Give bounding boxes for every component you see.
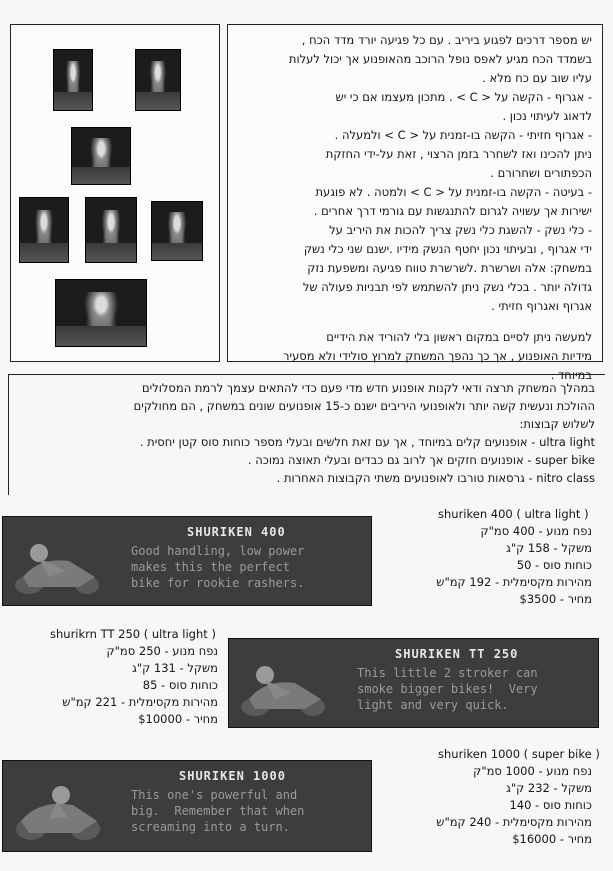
class-ultra-light: ultra light - אופנועים קלים במיוחד , אך עם זאת חלשים ובעלי מספר כוחות סוס קטן יחסית . <box>139 435 595 449</box>
weapon-screenshot-2 <box>85 197 137 263</box>
spec-weight: משקל - 131 ק"ג <box>132 661 218 675</box>
spec-displacement: נפח מנוע - 1000 סמ"ק <box>473 764 592 778</box>
kick-paragraph: - בעיטה - הקשה בו-זמנית על < C > ולמטה . לא פוגעת ישירות אך עשויה לגרום להתנגשות עם גורמי דרך אחרים . <box>313 185 592 218</box>
spec-top-speed: מהירות מקסימלית - 192 קמ"ש <box>436 575 592 589</box>
punch-paragraph: - אגרוף - הקשה על < C > . מתכון מעצמו אם כי יש לדאוג לעיתוי נכון . <box>335 90 592 123</box>
classes-line-1: במהלך המשחק תרצה ודאי לקנות אופנוע חדש מדי פעם כדי להתאים עצמך לרמת המסלולים <box>142 381 595 395</box>
banner-title: SHURIKEN 1000 <box>179 769 286 783</box>
spec-price: מחיר - $16000 <box>512 832 592 846</box>
punch-screenshot-1 <box>53 49 93 111</box>
motorcycle-rider-icon <box>235 659 331 719</box>
screenshots-panel <box>10 24 220 362</box>
weapon-screenshot-1 <box>19 197 69 263</box>
spec-top-speed: מהירות מקסימלית - 240 קמ"ש <box>436 815 592 829</box>
motorcycle-rider-icon <box>9 783 105 843</box>
fighting-instructions <box>227 24 603 382</box>
spec-weight: משקל - 232 ק"ג <box>506 781 592 795</box>
bike-heading: shuriken 400 ( ultra light ) <box>438 507 589 521</box>
spec-displacement: נפח מנוע - 400 סמ"ק <box>480 524 592 538</box>
bike-heading: shurikrn TT 250 ( ultra light ) <box>50 627 216 641</box>
shuriken-1000-banner <box>2 760 372 852</box>
weapons-paragraph: - כלי נשק - להשגת כלי נשק צריך להכות את היריב על ידי אגרוף , ובעיתוי נכון יחטף הנשק מידיו .ישנם שני כלי נשק במשחק: אלה ושרשרת .לשרשרת טווח פגיעה ומשפעת נזק גדולה יותר . בכלי נשק ניתן להשתמש לפי תבניות פעולה של אגרוף ואגרוף חזיתי . <box>302 223 592 313</box>
frontal-punch-paragraph: - אגרוף חזיתי - הקשה בו-זמנית על < C > ולמעלה . ניתן להכינו ואז לשחרר בזמן הרצוי , זאת על-ידי החזקת הכפתורים ושחרורם . <box>325 128 592 180</box>
banner-description: Good handling, low power makes this the perfect bike for rookie rashers. <box>131 544 305 590</box>
banner-description: This one's powerful and big. Remember that when screaming into a turn. <box>131 788 305 834</box>
shuriken-tt250-specs <box>18 626 218 728</box>
motorcycle-rider-icon <box>9 537 105 597</box>
bike-heading: shuriken 1000 ( super bike ) <box>438 747 600 761</box>
kick-screenshot <box>71 127 131 185</box>
spec-price: מחיר - $3500 <box>519 592 592 606</box>
shuriken-400-specs <box>392 506 592 608</box>
race-screenshot <box>55 279 147 347</box>
spec-price: מחיר - $10000 <box>138 712 218 726</box>
classes-line-2: ההולכת ונעשית קשה יותר ולאופנועי היריבים ישנם כ-15 אופנועים שונים במשחק , הם מחולקים <box>133 399 595 413</box>
punch-screenshot-2 <box>135 49 181 111</box>
bike-classes-section <box>8 374 605 495</box>
weapon-screenshot-3 <box>151 201 203 261</box>
shuriken-tt250-banner <box>228 638 599 728</box>
closing-paragraph: למעשה ניתן לסיים במקום ראשון בלי להוריד את הידיים מידיות האופנוע , אך כך נהפך המשחק למרוץ סולידי ולא מסעיר במיוחד . <box>283 330 592 382</box>
spec-top-speed: מהירות מקסימלית - 221 קמ"ש <box>62 695 218 709</box>
spec-horsepower: כוחות סוס - 50 <box>516 558 592 572</box>
banner-title: SHURIKEN TT 250 <box>395 647 519 661</box>
spec-horsepower: כוחות סוס - 140 <box>509 798 592 812</box>
intro-paragraph-1: יש מספר דרכים לפגוע ביריב . עם כל פגיעה יורד מדד הכח , בשמדד הכח מגיע לאפס נופל הרוכב מהאופנוע אך יכול לעלות עליו שוב עם כח מלא . <box>288 33 592 85</box>
banner-title: SHURIKEN 400 <box>187 525 286 539</box>
shuriken-400-banner <box>2 516 372 606</box>
banner-description: This little 2 stroker can smoke bigger bikes! Very light and very quick. <box>357 666 538 712</box>
classes-line-3: לשלוש קבוצות: <box>519 417 595 431</box>
class-super-bike: super bike - אופנועים חזקים אך לרוב גם כבדים ובעלי תאוצה נמוכה . <box>247 453 595 467</box>
class-nitro: nitro class - גרסאות טורבו לאופנועים משתי הקבוצות האחרות . <box>276 471 595 485</box>
shuriken-1000-specs <box>392 746 600 848</box>
spec-weight: משקל - 158 ק"ג <box>506 541 592 555</box>
spec-displacement: נפח מנוע - 250 סמ"ק <box>106 644 218 658</box>
spec-horsepower: כוחות סוס - 85 <box>142 678 218 692</box>
